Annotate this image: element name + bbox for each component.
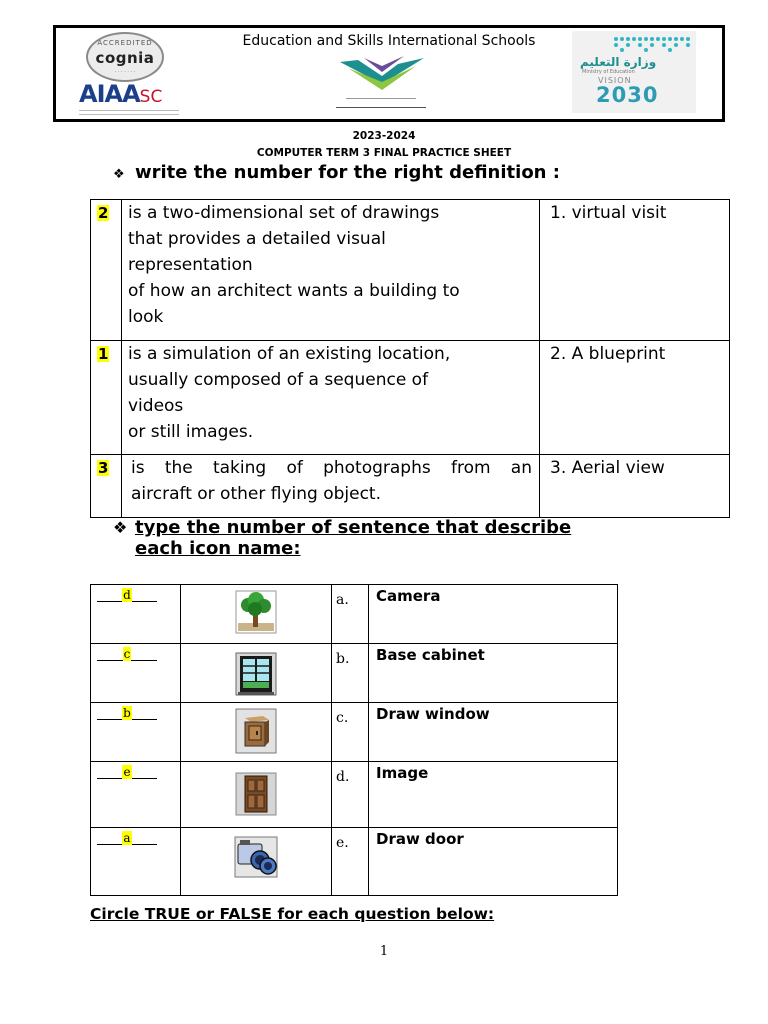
aaasc-logo [79, 82, 162, 109]
definition-line: is a simulation of an existing location, [128, 344, 451, 364]
cognia-seal-ring: · · · · · · · [114, 69, 136, 75]
option-letter: b. [332, 644, 369, 703]
definition-line: videos [128, 396, 184, 416]
definition-line: is the taking of photographs from an [131, 458, 532, 478]
door-icon [235, 772, 277, 818]
answer-highlight: b [123, 706, 131, 720]
definition-line: of how an architect wants a building to [128, 281, 460, 301]
sheet-title: COMPUTER TERM 3 FINAL PRACTICE SHEET [256, 147, 512, 159]
answer-cell[interactable] [91, 200, 122, 341]
school-logo-english-line [311, 105, 451, 108]
icon-cell [181, 585, 332, 644]
icon-row [91, 644, 618, 703]
answer-blank[interactable] [97, 766, 157, 779]
definition-cell [122, 455, 540, 518]
answer-highlight: 2 [98, 204, 109, 222]
icon-row [91, 762, 618, 828]
camera-icon [234, 836, 278, 880]
cognia-accredited-text: ACCREDITED [97, 39, 153, 47]
answer-highlight: a [123, 831, 131, 845]
definition-line: that provides a detailed visual [128, 229, 386, 249]
section2-heading [113, 517, 673, 559]
answer-cell[interactable] [91, 455, 122, 518]
answer-highlight: 1 [98, 345, 109, 363]
answer-blank[interactable] [97, 648, 157, 661]
option-name: Draw window [369, 703, 618, 762]
term-cell: 2. A blueprint [540, 341, 730, 455]
cabinet-icon [235, 708, 277, 754]
icon-cell [181, 703, 332, 762]
answer-blank[interactable] [97, 589, 157, 602]
section1-heading [113, 162, 560, 183]
section3-heading: Circle TRUE or FALSE for each question below: [90, 905, 495, 923]
definition-row [91, 455, 730, 518]
ministry-arabic-name: وزارة التعليم [580, 55, 657, 69]
answer-highlight: d [123, 588, 131, 602]
definition-cell [122, 200, 540, 341]
answer-highlight: c [123, 647, 131, 661]
tree-icon [234, 589, 278, 635]
cognia-logo [86, 32, 164, 82]
icon-match-table [90, 584, 618, 896]
ministry-dots-icon [612, 35, 692, 53]
school-logo-arabic-line [311, 96, 451, 99]
window-icon [235, 652, 277, 698]
definition-line: look [128, 307, 164, 327]
aaasc-tagline-decoration [79, 108, 189, 115]
option-name: Draw door [369, 828, 618, 896]
vision-word: VISION [598, 76, 632, 85]
answer-cell[interactable] [91, 585, 181, 644]
definition-cell [122, 341, 540, 455]
icon-cell [181, 644, 332, 703]
answer-blank[interactable] [97, 707, 157, 720]
option-letter: d. [332, 762, 369, 828]
answer-highlight: e [123, 765, 131, 779]
vision-year: 2030 [596, 83, 659, 107]
school-name: Education and Skills International Schools [242, 33, 536, 49]
section2-heading-line2: each icon name: [135, 538, 301, 559]
answer-cell[interactable] [91, 341, 122, 455]
option-name: Camera [369, 585, 618, 644]
definition-line: is a two-dimensional set of drawings [128, 203, 440, 223]
ministry-logo [572, 31, 696, 113]
answer-blank[interactable] [97, 832, 157, 845]
icon-cell [181, 828, 332, 896]
aaasc-suffix: SC [139, 87, 163, 107]
icon-row [91, 585, 618, 644]
school-year: 2023-2024 [352, 130, 416, 142]
page-number: 1 [379, 944, 389, 959]
header-box [53, 25, 725, 122]
definition-line: or still images. [128, 422, 254, 442]
term-cell: 3. Aerial view [540, 455, 730, 518]
icon-row [91, 703, 618, 762]
answer-cell[interactable] [91, 828, 181, 896]
option-name: Base cabinet [369, 644, 618, 703]
aaasc-letters: AIAA [79, 80, 140, 108]
option-letter: c. [332, 703, 369, 762]
icon-cell [181, 762, 332, 828]
option-letter: e. [332, 828, 369, 896]
definition-row [91, 341, 730, 455]
icon-row [91, 828, 618, 896]
answer-cell[interactable] [91, 703, 181, 762]
definition-line: aircraft or other flying object. [131, 484, 382, 504]
answer-highlight: 3 [98, 459, 109, 477]
diamond-bullet-icon: ❖ [113, 518, 128, 537]
section1-heading-text: write the number for the right definition : [135, 162, 560, 183]
section2-heading-line1: type the number of sentence that describe [135, 517, 572, 538]
answer-cell[interactable] [91, 644, 181, 703]
definition-row [91, 200, 730, 341]
term-cell: 1. virtual visit [540, 200, 730, 341]
option-letter: a. [332, 585, 369, 644]
definition-line: representation [128, 255, 253, 275]
option-name: Image [369, 762, 618, 828]
answer-cell[interactable] [91, 762, 181, 828]
cognia-name: cognia [95, 49, 155, 67]
ministry-english-name: Ministry of Education [582, 69, 635, 75]
school-logo-icon [338, 54, 426, 102]
diamond-bullet-icon: ❖ [113, 167, 125, 182]
definition-line: usually composed of a sequence of [128, 370, 429, 390]
definition-table [90, 199, 730, 518]
